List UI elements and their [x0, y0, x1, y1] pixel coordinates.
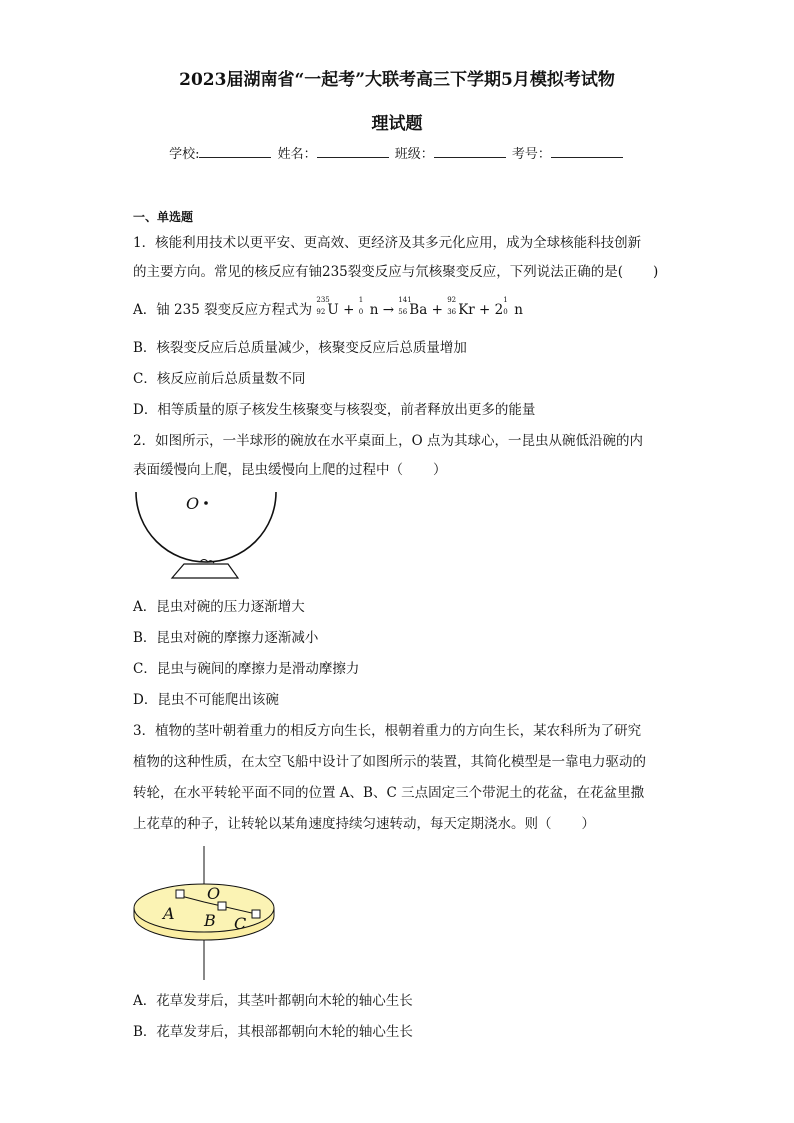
- flowerpot-a: [176, 890, 184, 898]
- name-blank[interactable]: [317, 145, 389, 158]
- turntable-figure: [130, 846, 280, 980]
- label-c: C: [234, 914, 247, 933]
- label-o: O: [207, 884, 221, 903]
- q3-stem-line1: 3．植物的茎叶朝着重力的相反方向生长，根朝着重力的方向生长，某农科所为了研究: [133, 723, 642, 739]
- q2-stem-line2: 表面缓慢向上爬，昆虫缓慢向上爬的过程中（ ）: [133, 462, 447, 478]
- flowerpot-b: [218, 902, 226, 910]
- q2-option-b[interactable]: B．昆虫对碗的摩擦力逐渐减小: [133, 630, 319, 646]
- q2-option-c[interactable]: C．昆虫与碗间的摩擦力是滑动摩擦力: [133, 661, 360, 677]
- q1-paren-close: ): [653, 264, 659, 280]
- exam-title-line2: 理试题: [371, 114, 423, 134]
- nuclide-neutron: 1 0 n: [358, 296, 379, 318]
- q3-stem-line4: 上花草的种子，让转轮以某角速度持续匀速转动，每天定期浇水。则（ ）: [133, 816, 595, 832]
- q1-option-a-prefix: A．铀 235 裂变反应方程式为: [133, 302, 317, 318]
- label-b: B: [204, 911, 216, 930]
- q3-option-b[interactable]: B．花草发芽后，其根部都朝向木轮的轴心生长: [133, 1024, 413, 1040]
- student-info-row: [0, 145, 794, 163]
- q1-option-c[interactable]: C．核反应前后总质量数不同: [133, 371, 306, 387]
- center-dot: [204, 501, 208, 505]
- q2-option-a[interactable]: A．昆虫对碗的压力逐渐增大: [133, 599, 305, 615]
- q3-option-a[interactable]: A．花草发芽后，其茎叶都朝向木轮的轴心生长: [133, 993, 413, 1009]
- q2-option-d[interactable]: D．昆虫不可能爬出该碗: [133, 692, 279, 708]
- q1-stem-line1: 1．核能利用技术以更平安、更高效、更经济及其多元化应用，成为全球核能科技创新: [133, 235, 642, 251]
- number-blank[interactable]: [551, 145, 623, 158]
- center-label-o: O: [186, 494, 200, 513]
- q1-option-b[interactable]: B．核裂变反应后总质量减少，核聚变反应后总质量增加: [133, 340, 467, 356]
- q1-stem-text: 的主要方向。常见的核反应有铀235裂变反应与氘核聚变反应，下列说法正确的是(: [133, 264, 624, 280]
- q1-stem-line2: [133, 264, 663, 280]
- section-heading: 一、单选题: [133, 210, 194, 224]
- nuclide-u235: 235 92 U: [316, 296, 339, 318]
- label-a: A: [163, 904, 175, 923]
- q3-stem-line2: 植物的这种性质，在太空飞船中设计了如图所示的装置，其简化模型是一靠电力驱动的: [133, 754, 646, 770]
- reaction-arrow: →: [382, 302, 394, 318]
- q1-option-a[interactable]: A．铀 235 裂变反应方程式为 235 92 U + 1 0 n → 141 56 Ba + 92 36 Kr + 2 1 0 n: [133, 296, 523, 318]
- class-blank[interactable]: [434, 145, 506, 158]
- number-label: 考号：: [511, 147, 551, 162]
- q3-paren-close: ）: [581, 816, 595, 832]
- q1-option-d[interactable]: D．相等质量的原子核发生核聚变与核裂变，前者释放出更多的能量: [133, 402, 536, 418]
- class-label: 班级：: [394, 147, 434, 162]
- school-label: 学校:: [169, 147, 200, 162]
- flowerpot-c: [252, 910, 260, 918]
- name-label: 姓名：: [277, 147, 317, 162]
- nuclide-neutron-2: 1 0 n: [503, 296, 523, 318]
- nuclide-kr92: 92 36 Kr: [447, 296, 475, 318]
- exam-title-line1: 2023届湖南省“一起考”大联考高三下学期5月模拟考试物: [179, 70, 615, 90]
- school-blank[interactable]: [199, 145, 271, 158]
- q3-stem-line3: 转轮，在水平转轮平面不同的位置 A、B、C 三点固定三个带泥土的花盆，在花盆里撒: [133, 785, 645, 801]
- bowl-figure: [132, 490, 282, 582]
- nuclide-ba141: 141 56 Ba: [398, 296, 428, 318]
- q2-stem-line1: 2．如图所示，一半球形的碗放在水平桌面上，O 点为其球心，一昆虫从碗低沿碗的内: [133, 433, 643, 449]
- bowl-stand: [172, 564, 238, 578]
- q2-paren-close: ）: [433, 462, 447, 478]
